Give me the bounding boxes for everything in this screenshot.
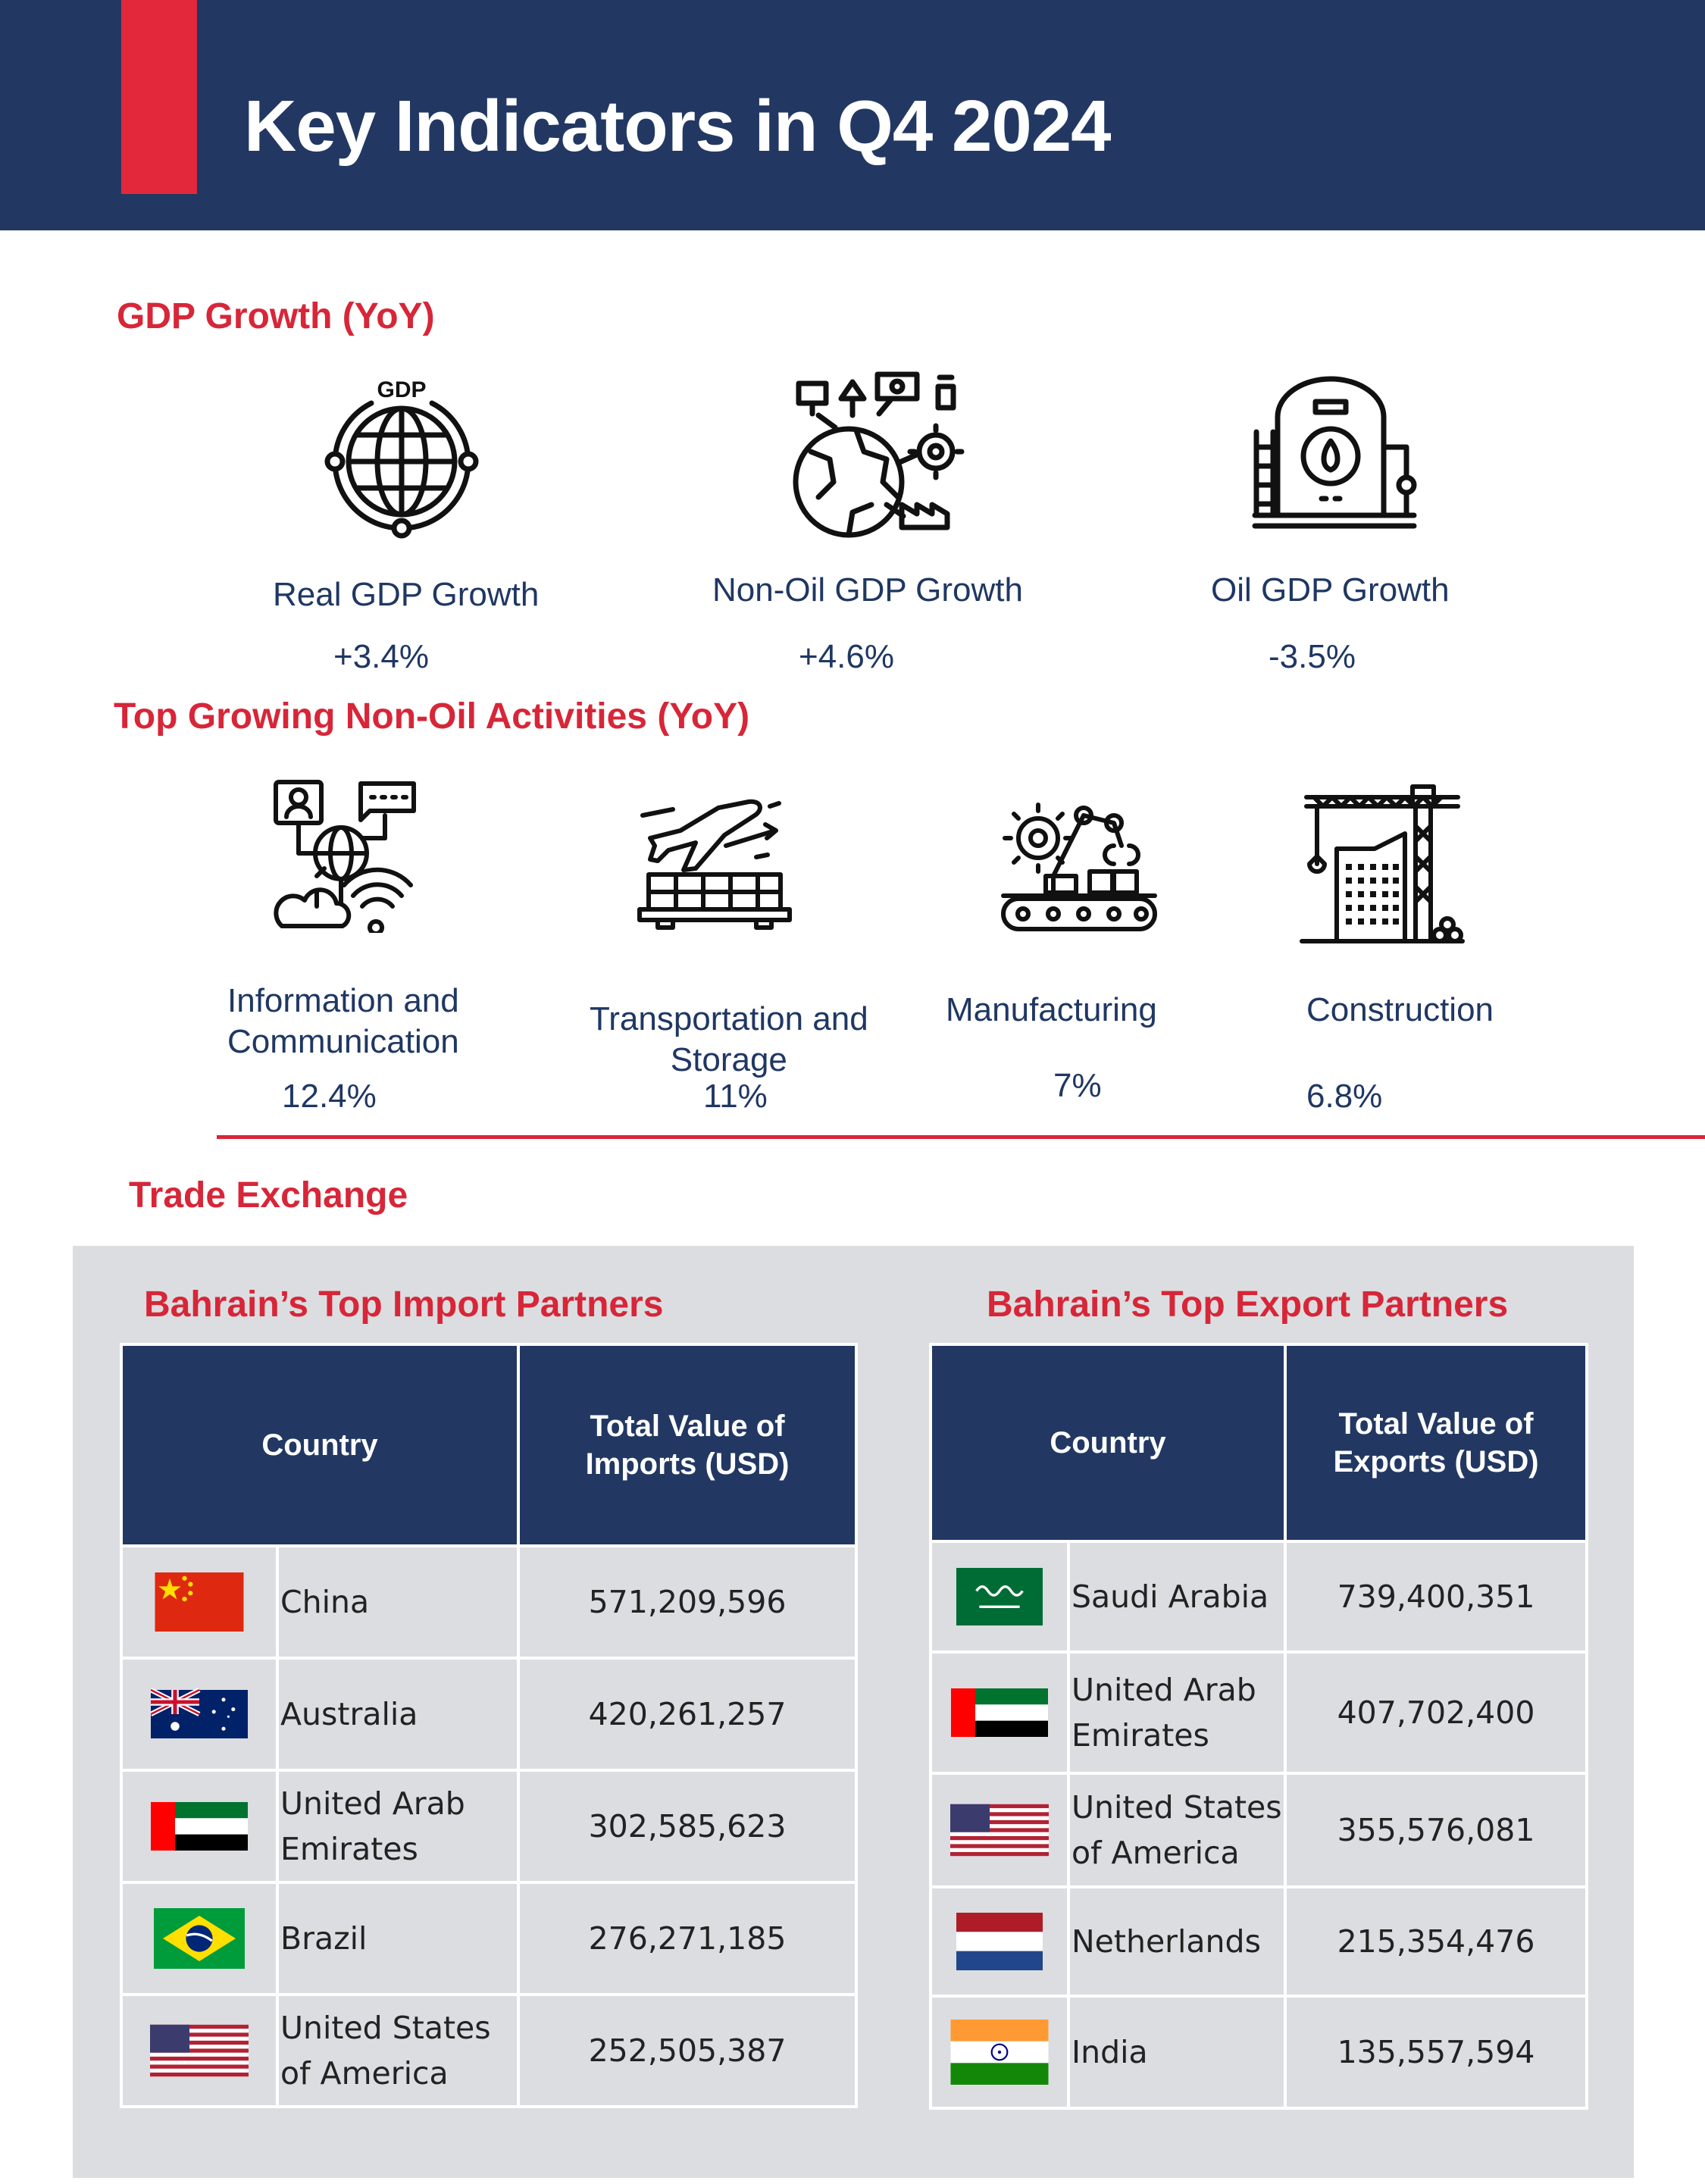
gdp-item-label: Real GDP Growth [273,576,540,613]
import-value: 252,505,387 [518,1995,856,2107]
import-value: 420,261,257 [518,1658,856,1770]
header-accent-bar [121,0,197,194]
australia-flag-icon [151,1685,248,1744]
export-value: 135,557,594 [1285,1996,1587,2108]
country-name [1068,1887,1285,1996]
china-flag-icon [151,1572,248,1632]
activity-label [1306,990,1494,1031]
activity-label-line: Communication [227,1023,459,1060]
flag-cell [931,1541,1068,1652]
gdp-item-label: Non-Oil GDP Growth [712,571,1023,609]
country-line: of America [1071,1835,1240,1871]
flag-cell [931,1996,1068,2108]
table-row [121,1995,856,2107]
country-name [277,1546,518,1658]
svg-text:GDP: GDP [377,377,427,402]
import-value: 302,585,623 [518,1770,856,1882]
column-header-line: Total Value of [590,1410,785,1443]
india-flag-icon [950,2020,1049,2085]
trade-section-title: Trade Exchange [129,1175,408,1216]
flag-cell [121,1882,277,1995]
flag-cell [121,1658,277,1770]
brazil-flag-icon [150,1908,249,1969]
gdp-item-value: -3.5% [1269,638,1356,675]
table-row [931,1652,1587,1773]
activity-label-line: Storage [670,1041,787,1078]
country-name [277,1882,518,1995]
flag-cell [931,1887,1068,1996]
country-line: of America [280,2055,449,2092]
activity-label-line: Transportation and [590,1000,868,1037]
plane-freight-icon [635,785,794,937]
country-name [1068,1652,1285,1773]
flag-cell [121,1995,277,2107]
table-row [931,1773,1587,1887]
oil-tank-icon [1240,371,1429,530]
export-value: 355,576,081 [1285,1773,1587,1887]
table-row [931,1887,1587,1996]
network-communication-icon [271,778,423,933]
global-economy-icon [788,368,978,543]
country-line: United Arab [1071,1672,1256,1708]
activity-label [590,999,868,1081]
activity-value: 12.4% [282,1078,377,1115]
column-header-line: Exports (USD) [1333,1445,1539,1478]
saudi-flag-icon [951,1568,1048,1625]
country-name [277,1995,518,2107]
activity-label-line: Construction [1306,991,1494,1028]
crane-building-icon [1299,781,1466,947]
country-name [1068,1773,1285,1887]
activities-section-title: Top Growing Non-Oil Activities (YoY) [114,696,750,737]
usa-flag-icon [150,2022,249,2079]
import-value: 571,209,596 [518,1546,856,1658]
country-line: United Arab [280,1785,465,1822]
country-line: Emirates [1071,1717,1209,1754]
export-value: 215,354,476 [1285,1887,1587,1996]
table-row [121,1546,856,1658]
activity-label-line: Manufacturing [946,991,1157,1028]
table-header-row [121,1344,856,1546]
column-header-country: Country [931,1344,1285,1541]
gdp-item-label: Oil GDP Growth [1211,571,1450,609]
country-line: Brazil [280,1920,368,1957]
netherlands-flag-icon [954,1913,1045,1970]
country-line: India [1071,2034,1148,2070]
country-line: Netherlands [1071,1923,1261,1960]
gdp-section-title: GDP Growth (YoY) [117,296,435,336]
robot-arm-conveyor-icon [1000,785,1159,940]
country-name [1068,1541,1285,1652]
column-header-line: Total Value of [1338,1407,1534,1441]
gdp-item-value: +4.6% [799,638,894,675]
table-header-row [931,1344,1587,1541]
exports-table [929,1343,1588,2110]
exports-table-title: Bahrain’s Top Export Partners [987,1284,1509,1325]
country-line: Saudi Arabia [1071,1579,1269,1615]
column-header-value [518,1344,856,1546]
country-line: United States [1071,1789,1282,1826]
table-row [121,1770,856,1882]
export-value: 407,702,400 [1285,1652,1587,1773]
flag-cell [931,1652,1068,1773]
export-value: 739,400,351 [1285,1541,1587,1652]
gdp-item-value: +3.4% [333,638,429,675]
gdp-globe-icon [318,374,500,541]
flag-cell [931,1773,1068,1887]
column-header-country: Country [121,1344,518,1546]
activity-value: 6.8% [1306,1078,1383,1115]
page-header [0,0,1705,230]
page-title: Key Indicators in Q4 2024 [244,86,1111,167]
country-line: United States [280,2010,491,2046]
country-line: China [280,1584,370,1620]
column-header-line: Imports (USD) [585,1447,790,1481]
table-row [121,1658,856,1770]
country-line: Emirates [280,1831,418,1867]
activity-value: 11% [703,1078,768,1115]
imports-table [120,1343,858,2108]
section-divider [217,1135,1705,1139]
country-name [277,1658,518,1770]
import-value: 276,271,185 [518,1882,856,1995]
activity-label [227,981,459,1062]
uae-flag-icon [951,1684,1048,1741]
country-line: Australia [280,1696,418,1732]
usa-flag-icon [950,1801,1049,1859]
activity-label [946,990,1157,1031]
uae-flag-icon [151,1797,248,1856]
activity-value: 7% [1053,1067,1102,1104]
imports-table-title: Bahrain’s Top Import Partners [144,1284,664,1325]
table-row [931,1541,1587,1652]
activity-label-line: Information and [227,982,459,1019]
table-row [121,1882,856,1995]
table-row [931,1996,1587,2108]
column-header-value [1285,1344,1587,1541]
flag-cell [121,1770,277,1882]
country-name [1068,1996,1285,2108]
flag-cell [121,1546,277,1658]
country-name [277,1770,518,1882]
